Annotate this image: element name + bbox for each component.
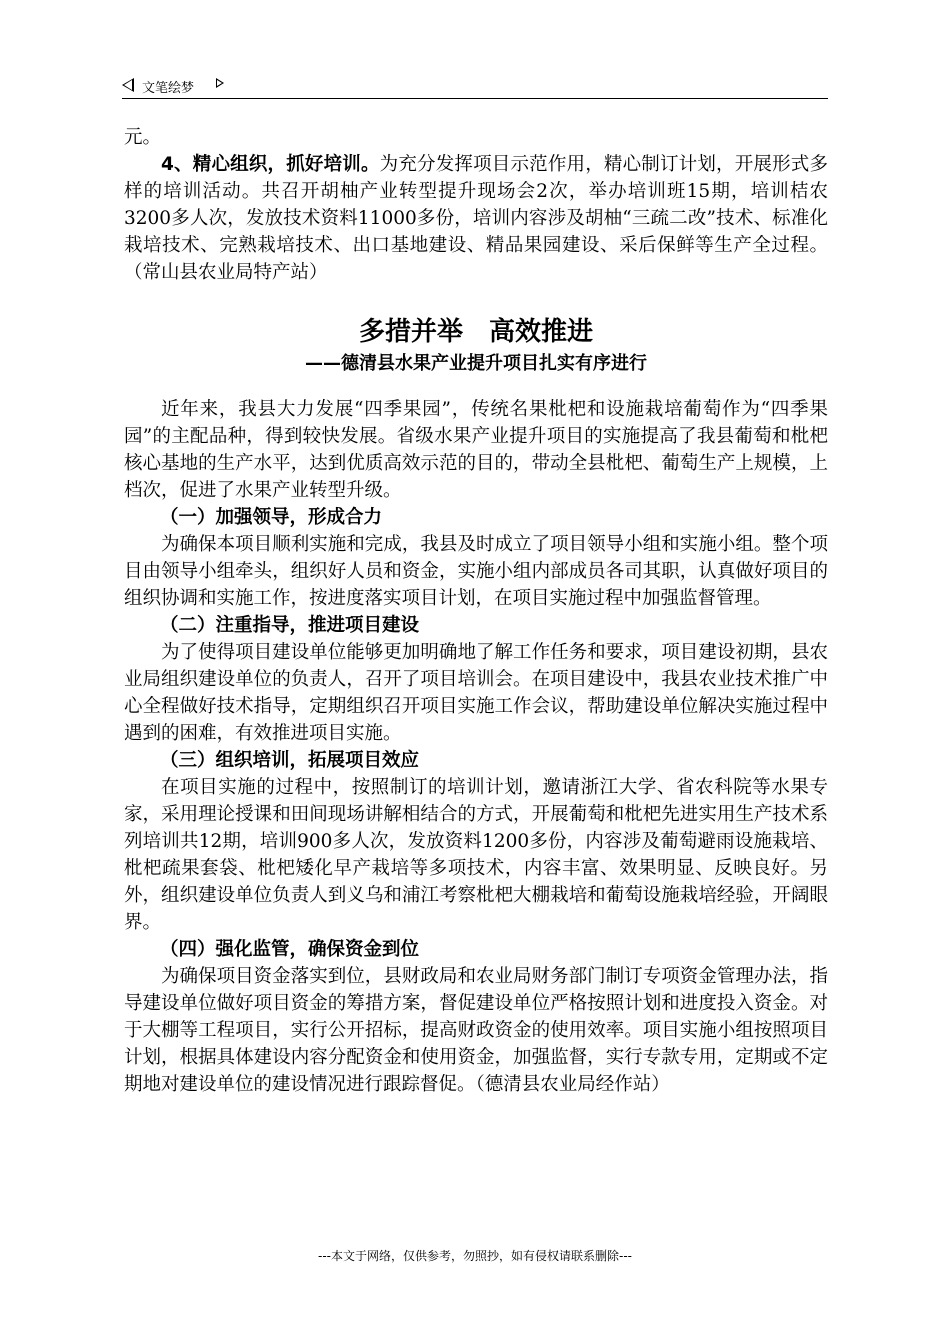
- section-heading-2: （二）注重指导，推进项目建设: [160, 615, 420, 636]
- section-heading-3: （三）组织培训，拓展项目效应: [160, 750, 420, 771]
- section-text-3: 在项目实施的过程中，按照制订的培训计划，邀请浙江大学、省农科院等水果专家，采用理论授课和田间现场讲解相结合的方式，开展葡萄和枇杷先进实用生产技术系列培训共12期，培训900多人次，发放资料1200多份，内容涉及葡萄避雨设施栽培、枇杷疏果套袋、枇杷矮化早产栽培等多项技术，内容丰富、效果明显、反映良好。另外，组织建设单位负责人到义乌和浦江考察枇杷大棚栽培和葡萄设施栽培经验，开阔眼界。: [124, 777, 828, 933]
- item4-text: 为充分发挥项目示范作用，精心制订计划，开展形式多样的培训活动。共召开胡柚产业转型提升现场会2次，举办培训班15期，培训桔农3200多人次，发放技术资料11000多份，培训内容涉及胡柚“三疏二改”技术、标准化栽培技术、完熟栽培技术、出口基地建设、精品果园建设、采后保鲜等生产全过程。（常山县农业局特产站）: [124, 154, 828, 283]
- section-text-4: 为确保项目资金落实到位，县财政局和农业局财务部门制订专项资金管理办法，指导建设单位做好项目资金的筹措方案，督促建设单位严格按照计划和进度投入资金。对于大棚等工程项目，实行公开招标，提高财政资金的使用效率。项目实施小组按照项目计划，根据具体建设内容分配资金和使用资金，加强监督，实行专款专用，定期或不定期地对建设单位的建设情况进行跟踪督促。（德清县农业局经作站）: [124, 966, 828, 1095]
- article-title: 多措并举 高效推进: [358, 317, 593, 347]
- top-fragment: 元。: [124, 127, 162, 148]
- left-triangle-icon: [122, 78, 134, 92]
- right-triangle-icon: [216, 78, 224, 88]
- section-text-1: 为确保本项目顺利实施和完成，我县及时成立了项目领导小组和实施小组。整个项目由领导小组牵头，组织好人员和资金，实施小组内部成员各司其职，认真做好项目的组织协调和实施工作，按进度落实项目计划，在项目实施过程中加强监督管理。: [124, 534, 828, 609]
- header-rule: [122, 98, 828, 99]
- item4-heading: 4、精心组织，抓好培训。: [161, 154, 380, 175]
- section-heading-4: （四）强化监管，确保资金到位: [160, 939, 420, 960]
- page-header: [122, 74, 828, 98]
- page-footer: ---本文于网络，仅供参考，勿照抄，如有侵权请联系删除---: [318, 1249, 632, 1263]
- article-subtitle: ——德清县水果产业提升项目扎实有序进行: [305, 353, 647, 374]
- document-body: [124, 124, 828, 1098]
- item4-paragraph: [124, 151, 828, 286]
- section-text-2: 为了使得项目建设单位能够更加明确地了解工作任务和要求，项目建设初期，县农业局组织建设单位的负责人，召开了项目培训会。在项目建设中，我县农业技术推广中心全程做好技术指导，定期组织召开项目实施工作会议，帮助建设单位解决实施过程中遇到的困难，有效推进项目实施。: [124, 642, 828, 744]
- article-intro: 近年来，我县大力发展“四季果园”，传统名果枇杷和设施栽培葡萄作为“四季果园”的主配品种，得到较快发展。省级水果产业提升项目的实施提高了我县葡萄和枇杷核心基地的生产水平，达到优质高效示范的目的，带动全县枇杷、葡萄生产上规模，上档次，促进了水果产业转型升级。: [124, 399, 828, 501]
- header-brand: 文笔绘梦: [142, 81, 195, 96]
- section-heading-1: （一）加强领导，形成合力: [160, 507, 383, 528]
